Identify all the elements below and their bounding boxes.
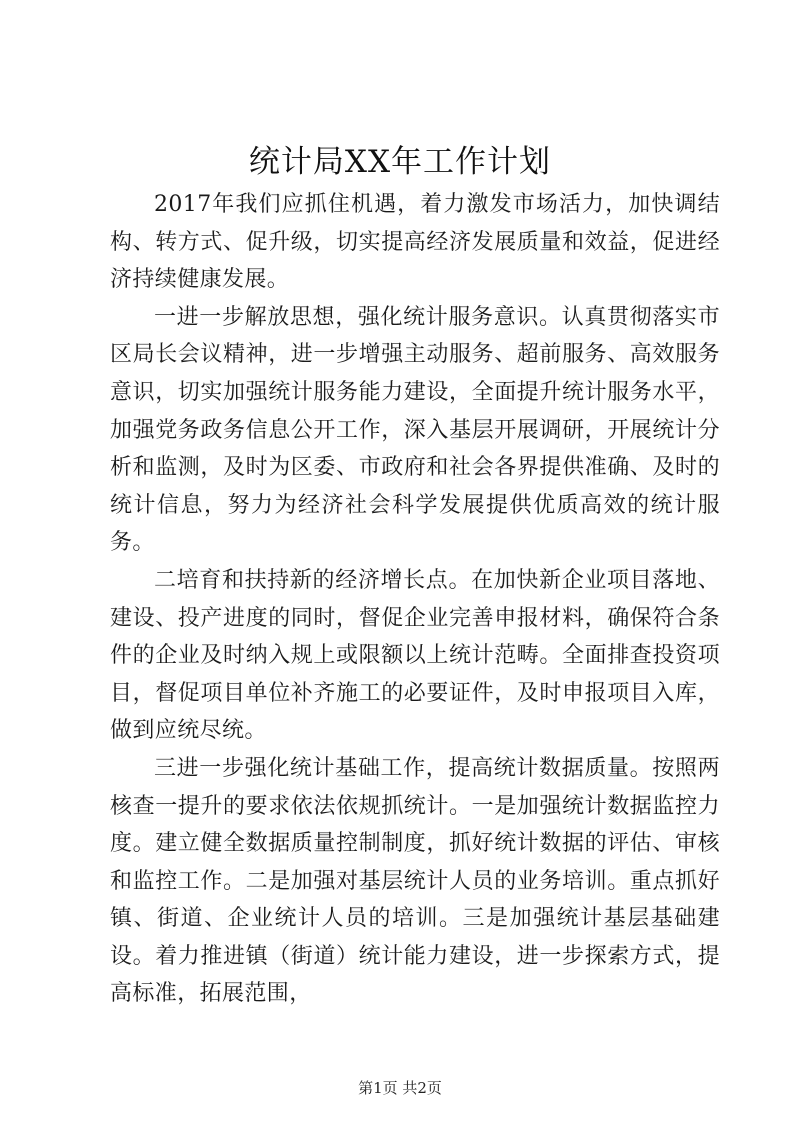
document-title: 统计局XX年工作计划 bbox=[248, 144, 552, 180]
paragraph-section-2: 二培育和扶持新的经济增长点。在加快新企业项目落地、建设、投产进度的同时，督促企业完善申报材料，确保符合条件的企业及时纳入规上或限额以上统计范畴。全面排查投资项目，督促项目单位补齐施工的必要证件，及时申报项目入库，做到应统尽统。 bbox=[110, 567, 720, 744]
page-number-footer: 第1页 共2页 bbox=[358, 1079, 442, 1097]
document-body bbox=[110, 186, 720, 1013]
paragraph-section-1: 一进一步解放思想，强化统计服务意识。认真贯彻落实市区局长会议精神，进一步增强主动服务、超前服务、高效服务意识，切实加强统计服务能力建设，全面提升统计服务水平，加强党务政务信息公开工作，深入基层开展调研，开展统计分析和监测，及时为区委、市政府和社会各界提供准确、及时的统计信息，努力为经济社会科学发展提供优质高效的统计服务。 bbox=[110, 304, 720, 556]
paragraph-intro: 2017年我们应抓住机遇，着力激发市场活力，加快调结构、转方式、促升级，切实提高经济发展质量和效益，促进经济持续健康发展。 bbox=[110, 192, 720, 293]
paragraph-section-3: 三进一步强化统计基础工作，提高统计数据质量。按照两核查一提升的要求依法依规抓统计。一是加强统计数据监控力度。建立健全数据质量控制制度，抓好统计数据的评估、审核和监控工作。二是加强对基层统计人员的业务培训。重点抓好镇、街道、企业统计人员的培训。三是加强统计基层基础建设。着力推进镇（街道）统计能力建设，进一步探索方式，提高标准，拓展范围， bbox=[110, 755, 720, 1007]
